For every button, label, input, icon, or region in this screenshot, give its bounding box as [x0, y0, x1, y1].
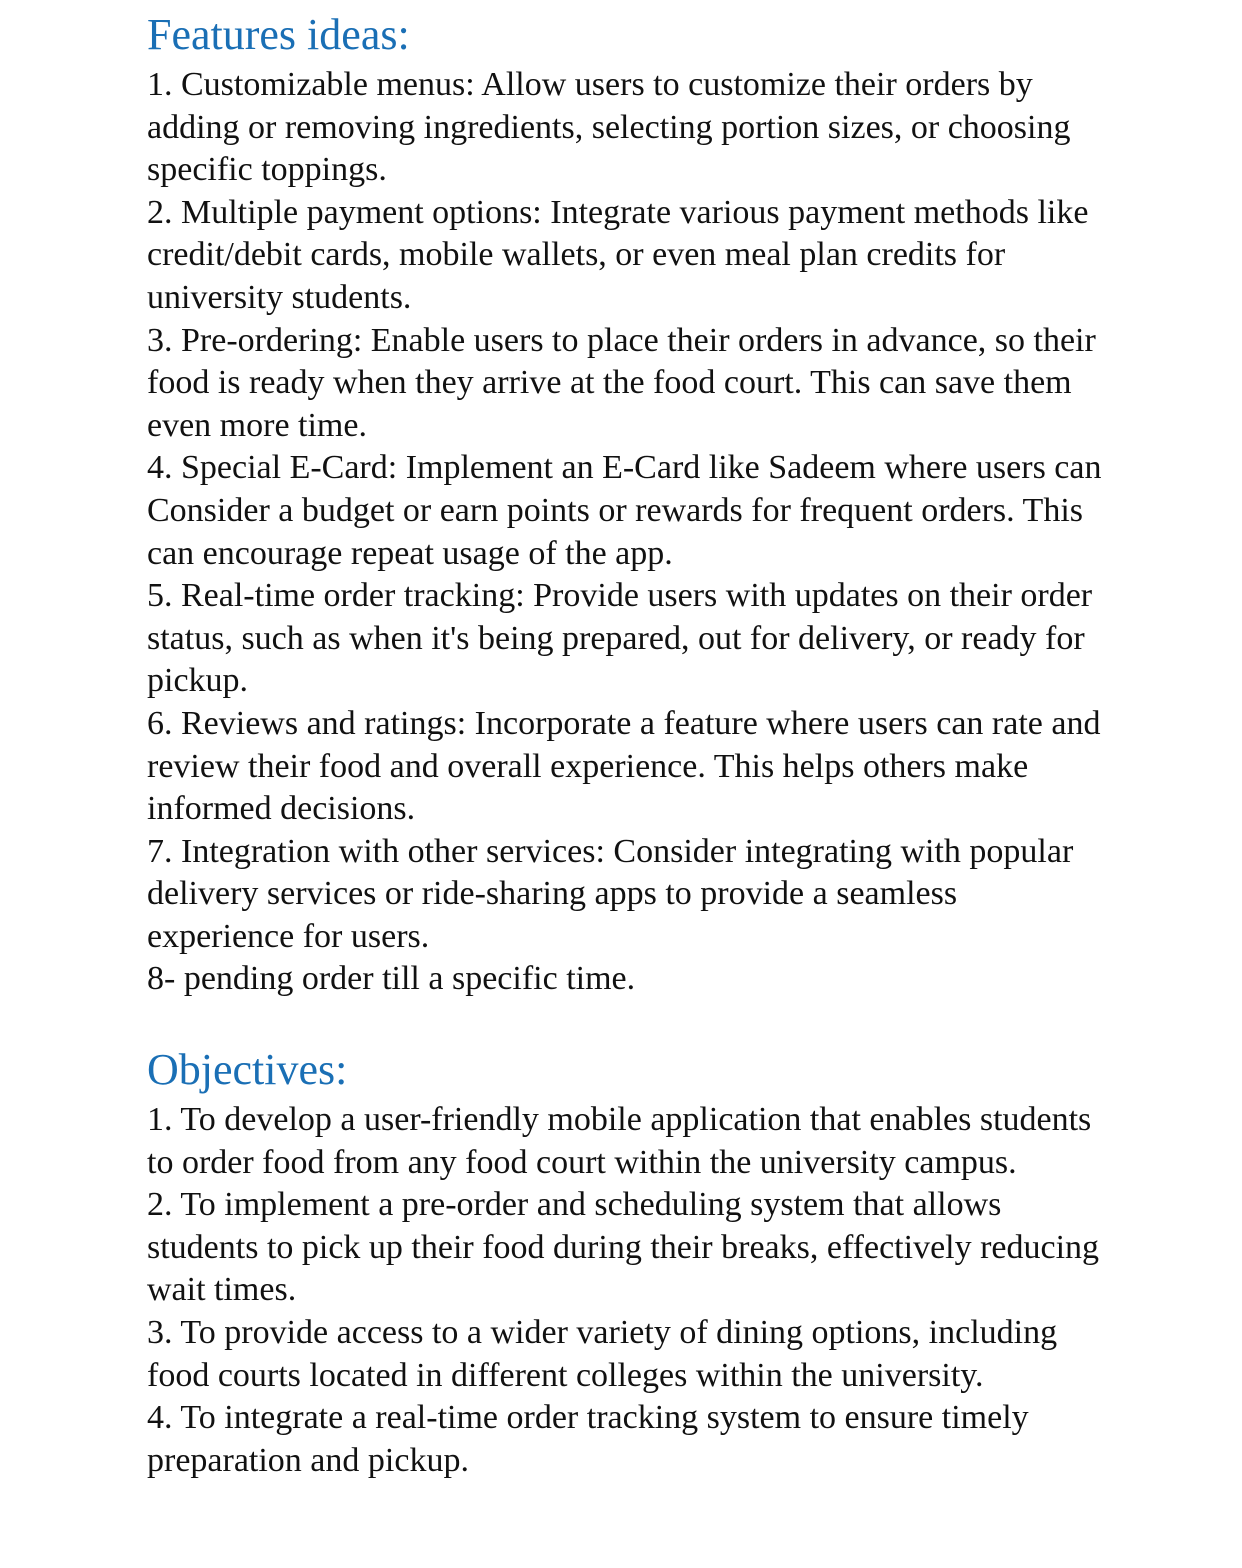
feature-item: 6. Reviews and ratings: Incorporate a feature where users can rate and review their food and overall experience. This helps others make informed decisions.: [147, 704, 1101, 828]
objective-item: 1. To develop a user-friendly mobile application that enables students to order food from any food court within the university campus.: [147, 1101, 1092, 1181]
objectives-heading: Objectives:: [147, 1045, 348, 1095]
feature-item: 8- pending order till a specific time.: [147, 960, 636, 998]
objective-item: 4. To integrate a real-time order tracking system to ensure timely preparation and pickup.: [147, 1399, 1029, 1479]
feature-item: 1. Customizable menus: Allow users to customize their orders by adding or removing ingredients, selecting portion sizes, or choosing specific toppings.: [147, 66, 1071, 189]
feature-item: 3. Pre-ordering: Enable users to place their orders in advance, so their food is ready when they arrive at the food court. This can save them even more time.: [147, 321, 1096, 444]
objective-item: 2. To implement a pre-order and scheduling system that allows students to pick up their food during their breaks, effectively reducing wait times.: [147, 1186, 1100, 1309]
objectives-list: [147, 1099, 1107, 1482]
features-heading: Features ideas:: [147, 10, 410, 59]
objective-item: 3. To provide access to a wider variety of dining options, including food courts located in different colleges within the university.: [147, 1314, 1058, 1394]
feature-item: 5. Real-time order tracking: Provide users with updates on their order status, such as when it's being prepared, out for delivery, or ready for pickup.: [147, 577, 1093, 700]
feature-item: 4. Special E-Card: Implement an E-Card like Sadeem where users can Consider a budget or earn points or rewards for frequent orders. This can encourage repeat usage of the app.: [147, 449, 1102, 572]
feature-item: 2. Multiple payment options: Integrate various payment methods like credit/debit cards, mobile wallets, or even meal plan credits for university students.: [147, 193, 1089, 316]
features-list: [147, 64, 1107, 1001]
document: [147, 0, 1107, 1482]
feature-item: 7. Integration with other services: Consider integrating with popular delivery services or ride-sharing apps to provide a seamless experience for users.: [147, 832, 1074, 955]
